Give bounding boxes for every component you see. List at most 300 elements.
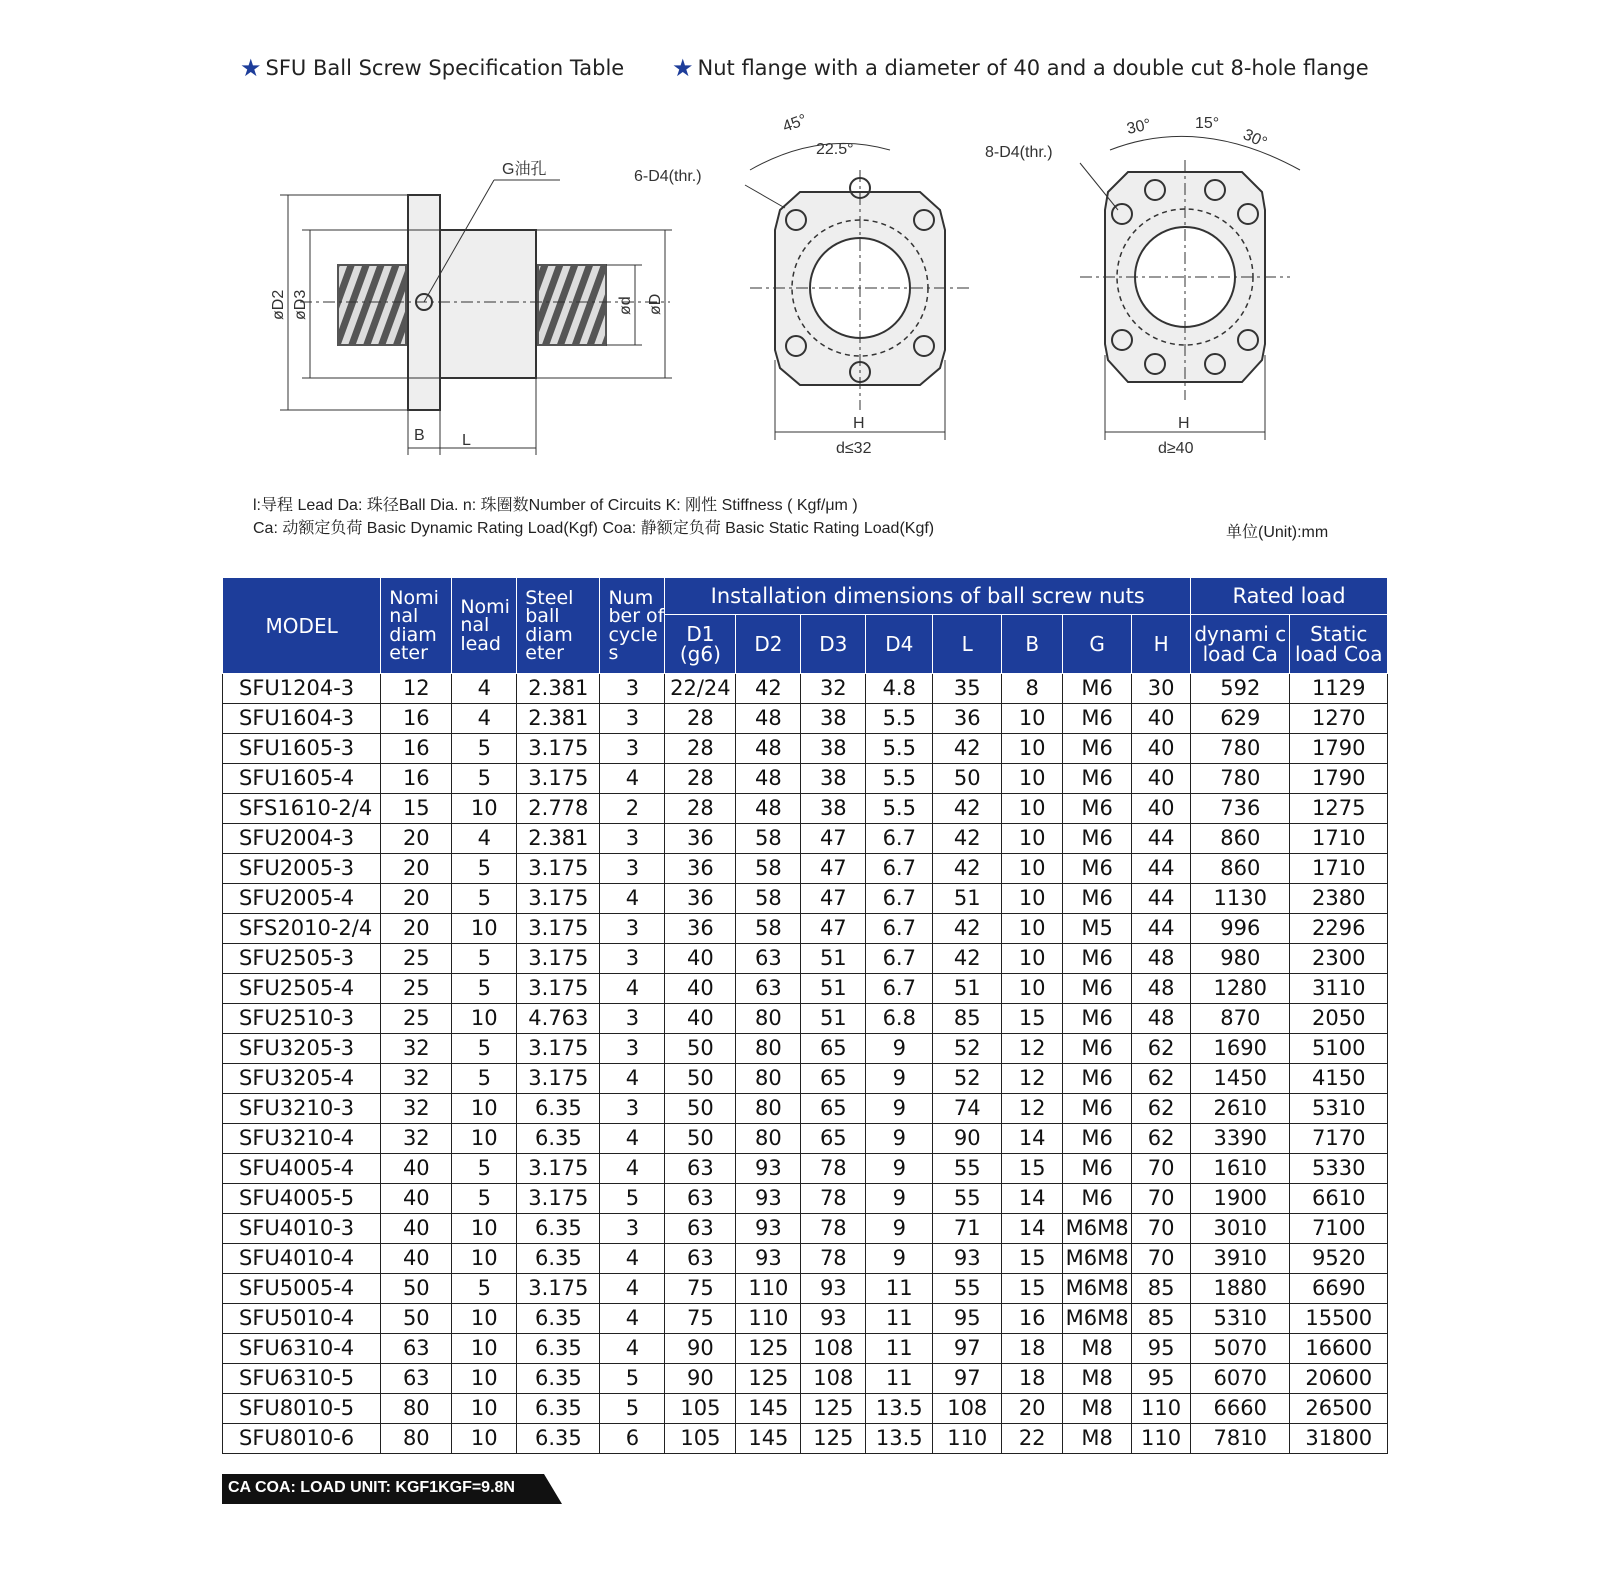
table-cell: 97 xyxy=(933,1364,1002,1394)
table-cell: 125 xyxy=(801,1394,866,1424)
label-d3: øD3 xyxy=(292,289,309,320)
table-cell: 9 xyxy=(866,1184,933,1214)
table-cell: M6M8 xyxy=(1063,1244,1132,1274)
header-ball-diameter: Steel ball diam eter xyxy=(517,578,600,674)
header-nominal-diameter: Nomi nal diam eter xyxy=(381,578,452,674)
table-cell: 11 xyxy=(866,1304,933,1334)
table-cell: 9 xyxy=(866,1124,933,1154)
table-cell: M6 xyxy=(1063,1184,1132,1214)
table-cell: 28 xyxy=(665,734,736,764)
table-cell: 5 xyxy=(452,974,517,1004)
table-cell: 22/24 xyxy=(665,674,736,704)
table-cell: 5070 xyxy=(1191,1334,1290,1364)
table-cell: 108 xyxy=(933,1394,1002,1424)
table-cell: 860 xyxy=(1191,824,1290,854)
label-angle-30a: 30° xyxy=(1125,116,1153,138)
table-cell: 48 xyxy=(736,794,801,824)
spec-table xyxy=(222,577,1388,1454)
model-cell: SFU2005-3 xyxy=(223,854,381,884)
table-cell: 6070 xyxy=(1191,1364,1290,1394)
table-row xyxy=(223,704,1388,734)
table-cell: 44 xyxy=(1132,914,1191,944)
table-cell: 5 xyxy=(452,734,517,764)
table-cell: 5100 xyxy=(1290,1034,1388,1064)
table-cell: 5310 xyxy=(1191,1304,1290,1334)
table-cell: 125 xyxy=(736,1334,801,1364)
table-cell: 11 xyxy=(866,1274,933,1304)
table-cell: 5 xyxy=(452,944,517,974)
table-row xyxy=(223,1394,1388,1424)
table-cell: 47 xyxy=(801,824,866,854)
table-cell: 50 xyxy=(665,1094,736,1124)
table-cell: 40 xyxy=(381,1184,452,1214)
table-cell: 50 xyxy=(665,1064,736,1094)
table-cell: 63 xyxy=(381,1334,452,1364)
table-cell: 10 xyxy=(1002,884,1063,914)
table-cell: 12 xyxy=(1002,1034,1063,1064)
table-cell: 78 xyxy=(801,1244,866,1274)
table-cell: 10 xyxy=(1002,914,1063,944)
table-cell: 980 xyxy=(1191,944,1290,974)
table-cell: 40 xyxy=(665,944,736,974)
table-cell: 3.175 xyxy=(517,914,600,944)
table-cell: 4 xyxy=(600,1334,665,1364)
table-cell: 32 xyxy=(801,674,866,704)
table-cell: M6M8 xyxy=(1063,1274,1132,1304)
table-row xyxy=(223,1064,1388,1094)
table-cell: 11 xyxy=(866,1334,933,1364)
table-cell: 3 xyxy=(600,704,665,734)
side-view xyxy=(280,180,672,455)
table-cell: M6 xyxy=(1063,734,1132,764)
table-cell: 50 xyxy=(933,764,1002,794)
model-cell: SFU1604-3 xyxy=(223,704,381,734)
table-cell: 4 xyxy=(600,764,665,794)
table-cell: M6 xyxy=(1063,1154,1132,1184)
table-cell: 1270 xyxy=(1290,704,1388,734)
table-cell: 42 xyxy=(933,824,1002,854)
table-cell: 50 xyxy=(665,1124,736,1154)
table-cell: 10 xyxy=(452,794,517,824)
header-rated-load-group: Rated load xyxy=(1191,578,1388,615)
table-cell: 58 xyxy=(736,914,801,944)
table-cell: 5 xyxy=(600,1184,665,1214)
table-cell: 70 xyxy=(1132,1244,1191,1274)
table-cell: 10 xyxy=(1002,794,1063,824)
table-cell: 3.175 xyxy=(517,1274,600,1304)
label-l: L xyxy=(462,432,471,449)
table-cell: 2.381 xyxy=(517,704,600,734)
table-cell: 6.35 xyxy=(517,1244,600,1274)
table-cell: 65 xyxy=(801,1064,866,1094)
model-cell: SFU6310-5 xyxy=(223,1364,381,1394)
table-cell: 48 xyxy=(736,704,801,734)
model-cell: SFU8010-6 xyxy=(223,1424,381,1454)
header-d2: D2 xyxy=(736,615,801,674)
table-cell: 70 xyxy=(1132,1214,1191,1244)
table-cell: M6 xyxy=(1063,1124,1132,1154)
table-cell: 6.7 xyxy=(866,854,933,884)
table-cell: M8 xyxy=(1063,1394,1132,1424)
table-cell: 20 xyxy=(1002,1394,1063,1424)
table-cell: 10 xyxy=(1002,734,1063,764)
header-g: G xyxy=(1063,615,1132,674)
label-cond-1: d≤32 xyxy=(836,440,872,457)
table-cell: 28 xyxy=(665,764,736,794)
table-row xyxy=(223,974,1388,1004)
table-cell: 74 xyxy=(933,1094,1002,1124)
table-cell: 16 xyxy=(381,734,452,764)
table-cell: 15500 xyxy=(1290,1304,1388,1334)
table-cell: 6.7 xyxy=(866,974,933,1004)
table-cell: M8 xyxy=(1063,1334,1132,1364)
table-cell: 80 xyxy=(736,1064,801,1094)
model-cell: SFU1605-3 xyxy=(223,734,381,764)
table-cell: 870 xyxy=(1191,1004,1290,1034)
table-cell: 28 xyxy=(665,704,736,734)
table-cell: 3.175 xyxy=(517,734,600,764)
header-d1: D1 (g6) xyxy=(665,615,736,674)
table-cell: 10 xyxy=(452,1334,517,1364)
table-cell: 48 xyxy=(1132,944,1191,974)
table-cell: 93 xyxy=(933,1244,1002,1274)
label-d-small: ød xyxy=(617,296,634,315)
table-cell: 20 xyxy=(381,824,452,854)
table-cell: 16 xyxy=(1002,1304,1063,1334)
table-row xyxy=(223,1184,1388,1214)
table-cell: 93 xyxy=(736,1214,801,1244)
table-cell: 15 xyxy=(1002,1004,1063,1034)
model-cell: SFS1610-2/4 xyxy=(223,794,381,824)
table-cell: 145 xyxy=(736,1424,801,1454)
model-cell: SFU1605-4 xyxy=(223,764,381,794)
table-cell: 36 xyxy=(665,884,736,914)
table-cell: 108 xyxy=(801,1334,866,1364)
table-cell: M6 xyxy=(1063,884,1132,914)
table-cell: 93 xyxy=(736,1154,801,1184)
model-cell: SFU4010-4 xyxy=(223,1244,381,1274)
table-cell: 4 xyxy=(600,1124,665,1154)
table-cell: 93 xyxy=(736,1184,801,1214)
table-cell: 40 xyxy=(381,1214,452,1244)
model-cell: SFU3205-4 xyxy=(223,1064,381,1094)
table-cell: 2300 xyxy=(1290,944,1388,974)
star-icon: ★ xyxy=(240,54,262,82)
table-cell: 15 xyxy=(1002,1154,1063,1184)
table-cell: 125 xyxy=(736,1364,801,1394)
table-cell: 10 xyxy=(452,1004,517,1034)
table-cell: 62 xyxy=(1132,1034,1191,1064)
table-cell: 2.381 xyxy=(517,824,600,854)
table-row xyxy=(223,734,1388,764)
table-cell: 10 xyxy=(1002,854,1063,884)
table-cell: 47 xyxy=(801,884,866,914)
table-cell: 4150 xyxy=(1290,1064,1388,1094)
table-cell: 2610 xyxy=(1191,1094,1290,1124)
table-cell: 10 xyxy=(452,1424,517,1454)
table-cell: 42 xyxy=(933,944,1002,974)
table-row xyxy=(223,1154,1388,1184)
table-cell: 48 xyxy=(1132,1004,1191,1034)
table-cell: 996 xyxy=(1191,914,1290,944)
table-cell: 592 xyxy=(1191,674,1290,704)
table-cell: 6.35 xyxy=(517,1304,600,1334)
table-cell: 1900 xyxy=(1191,1184,1290,1214)
model-cell: SFU2004-3 xyxy=(223,824,381,854)
table-cell: 32 xyxy=(381,1064,452,1094)
table-cell: 70 xyxy=(1132,1154,1191,1184)
table-cell: 1710 xyxy=(1290,854,1388,884)
table-cell: 3110 xyxy=(1290,974,1388,1004)
table-cell: 70 xyxy=(1132,1184,1191,1214)
table-cell: 10 xyxy=(452,914,517,944)
table-cell: 4 xyxy=(600,974,665,1004)
table-cell: 9 xyxy=(866,1064,933,1094)
table-cell: 110 xyxy=(736,1274,801,1304)
table-cell: 85 xyxy=(1132,1304,1191,1334)
table-cell: 55 xyxy=(933,1154,1002,1184)
table-cell: 48 xyxy=(736,764,801,794)
table-cell: 78 xyxy=(801,1214,866,1244)
table-row xyxy=(223,824,1388,854)
model-cell: SFU2505-3 xyxy=(223,944,381,974)
table-cell: 25 xyxy=(381,1004,452,1034)
table-cell: 6.35 xyxy=(517,1214,600,1244)
table-cell: 10 xyxy=(452,1364,517,1394)
table-cell: 20 xyxy=(381,854,452,884)
table-row xyxy=(223,764,1388,794)
model-cell: SFU2510-3 xyxy=(223,1004,381,1034)
table-cell: 10 xyxy=(452,1094,517,1124)
table-cell: 65 xyxy=(801,1124,866,1154)
table-cell: 47 xyxy=(801,914,866,944)
table-cell: 75 xyxy=(665,1274,736,1304)
table-cell: 55 xyxy=(933,1184,1002,1214)
table-cell: 51 xyxy=(801,974,866,1004)
table-cell: M8 xyxy=(1063,1364,1132,1394)
table-row xyxy=(223,1334,1388,1364)
table-cell: 1880 xyxy=(1191,1274,1290,1304)
table-row xyxy=(223,1364,1388,1394)
table-cell: 3.175 xyxy=(517,1034,600,1064)
table-cell: 80 xyxy=(736,1124,801,1154)
table-cell: 6.7 xyxy=(866,914,933,944)
table-cell: 25 xyxy=(381,974,452,1004)
table-cell: 110 xyxy=(736,1304,801,1334)
table-cell: 3 xyxy=(600,824,665,854)
table-cell: 35 xyxy=(933,674,1002,704)
table-cell: 71 xyxy=(933,1214,1002,1244)
model-cell: SFU2005-4 xyxy=(223,884,381,914)
table-cell: 63 xyxy=(736,974,801,1004)
label-angle-45: 45° xyxy=(780,111,810,136)
table-cell: 3.175 xyxy=(517,1154,600,1184)
legend-line-2: Ca: 动额定负荷 Basic Dynamic Rating Load(Kgf) Coa: 静额定负荷 Basic Static Rating Load(Kgf) xyxy=(253,520,935,537)
header-dynamic-load: dynami c load Ca xyxy=(1191,615,1290,674)
table-cell: 30 xyxy=(1132,674,1191,704)
table-cell: 2380 xyxy=(1290,884,1388,914)
table-row xyxy=(223,1124,1388,1154)
table-cell: 40 xyxy=(381,1154,452,1184)
table-cell: 4 xyxy=(600,884,665,914)
table-cell: 12 xyxy=(381,674,452,704)
table-cell: M5 xyxy=(1063,914,1132,944)
table-cell: 85 xyxy=(933,1004,1002,1034)
table-cell: 6.35 xyxy=(517,1124,600,1154)
table-cell: 40 xyxy=(1132,794,1191,824)
table-cell: M6 xyxy=(1063,1034,1132,1064)
model-cell: SFU3210-4 xyxy=(223,1124,381,1154)
table-cell: 63 xyxy=(665,1184,736,1214)
table-cell: 6.7 xyxy=(866,944,933,974)
label-angle-30b: 30° xyxy=(1240,126,1270,152)
table-cell: 3.175 xyxy=(517,854,600,884)
table-cell: 18 xyxy=(1002,1364,1063,1394)
model-cell: SFU8010-5 xyxy=(223,1394,381,1424)
table-row xyxy=(223,914,1388,944)
table-cell: 90 xyxy=(933,1124,1002,1154)
table-row xyxy=(223,1214,1388,1244)
table-cell: 36 xyxy=(665,914,736,944)
table-cell: M6 xyxy=(1063,944,1132,974)
table-cell: 12 xyxy=(1002,1094,1063,1124)
label-cond-2: d≥40 xyxy=(1158,440,1194,457)
table-cell: 95 xyxy=(1132,1364,1191,1394)
table-cell: 9 xyxy=(866,1154,933,1184)
table-cell: 110 xyxy=(1132,1424,1191,1454)
table-cell: 3.175 xyxy=(517,1064,600,1094)
model-cell: SFU4010-3 xyxy=(223,1214,381,1244)
legend-line-1: l:导程 Lead Da: 珠径Ball Dia. n: 珠圈数Number of Circuits K: 刚性 Stiffness ( Kgf/μm ) xyxy=(253,497,858,514)
table-cell: 6660 xyxy=(1191,1394,1290,1424)
headline-nut-flange xyxy=(672,56,1369,80)
table-cell: 20 xyxy=(381,884,452,914)
table-cell: 5 xyxy=(452,764,517,794)
table-cell: M6 xyxy=(1063,1094,1132,1124)
table-cell: 42 xyxy=(933,854,1002,884)
table-cell: 1450 xyxy=(1191,1064,1290,1094)
headline-nut-flange-text: Nut flange with a diameter of 40 and a double cut 8-hole flange xyxy=(697,56,1369,80)
table-cell: 62 xyxy=(1132,1094,1191,1124)
table-cell: 3.175 xyxy=(517,974,600,1004)
table-cell: 4 xyxy=(600,1274,665,1304)
table-cell: 8 xyxy=(1002,674,1063,704)
table-cell: 38 xyxy=(801,794,866,824)
table-cell: 5 xyxy=(452,854,517,884)
header-nominal-lead: Nomi nal lead xyxy=(452,578,517,674)
table-cell: 58 xyxy=(736,824,801,854)
table-cell: 629 xyxy=(1191,704,1290,734)
table-cell: 42 xyxy=(736,674,801,704)
table-cell: 1280 xyxy=(1191,974,1290,1004)
header-b: B xyxy=(1002,615,1063,674)
table-cell: M6 xyxy=(1063,1004,1132,1034)
table-cell: 65 xyxy=(801,1034,866,1064)
model-cell: SFU2505-4 xyxy=(223,974,381,1004)
table-cell: 93 xyxy=(736,1244,801,1274)
label-d-big: øD xyxy=(647,293,664,315)
table-cell: 3910 xyxy=(1191,1244,1290,1274)
table-cell: 9 xyxy=(866,1034,933,1064)
table-cell: 52 xyxy=(933,1034,1002,1064)
table-cell: 4 xyxy=(600,1304,665,1334)
table-cell: 5.5 xyxy=(866,704,933,734)
table-cell: 95 xyxy=(933,1304,1002,1334)
table-cell: 10 xyxy=(452,1214,517,1244)
table-cell: 105 xyxy=(665,1394,736,1424)
table-cell: 50 xyxy=(665,1034,736,1064)
table-cell: 51 xyxy=(801,944,866,974)
table-cell: 9 xyxy=(866,1094,933,1124)
table-cell: 51 xyxy=(801,1004,866,1034)
table-cell: 78 xyxy=(801,1154,866,1184)
table-cell: 10 xyxy=(1002,764,1063,794)
table-cell: 6.7 xyxy=(866,884,933,914)
label-angle-22: 22.5° xyxy=(816,141,854,158)
table-cell: 6.35 xyxy=(517,1394,600,1424)
table-cell: 2.778 xyxy=(517,794,600,824)
table-cell: M6 xyxy=(1063,764,1132,794)
label-b: B xyxy=(414,427,425,444)
table-cell: 10 xyxy=(1002,944,1063,974)
table-cell: 32 xyxy=(381,1094,452,1124)
table-cell: 4 xyxy=(600,1244,665,1274)
table-cell: 58 xyxy=(736,854,801,884)
header-d4: D4 xyxy=(866,615,933,674)
table-row xyxy=(223,674,1388,704)
table-cell: 4.8 xyxy=(866,674,933,704)
table-cell: M6 xyxy=(1063,1064,1132,1094)
table-cell: 736 xyxy=(1191,794,1290,824)
headline-spec-table xyxy=(240,56,624,80)
table-cell: 14 xyxy=(1002,1214,1063,1244)
model-cell: SFU1204-3 xyxy=(223,674,381,704)
table-cell: 4 xyxy=(600,1154,665,1184)
table-cell: 9 xyxy=(866,1244,933,1274)
table-cell: 1710 xyxy=(1290,824,1388,854)
table-cell: 38 xyxy=(801,734,866,764)
table-cell: 4.763 xyxy=(517,1004,600,1034)
table-cell: 95 xyxy=(1132,1334,1191,1364)
table-row xyxy=(223,1424,1388,1454)
model-cell: SFU3205-3 xyxy=(223,1034,381,1064)
label-holes-8: 8-D4(thr.) xyxy=(985,144,1053,161)
table-cell: 11 xyxy=(866,1364,933,1394)
table-cell: 780 xyxy=(1191,734,1290,764)
table-cell: 5330 xyxy=(1290,1154,1388,1184)
header-installation-group: Installation dimensions of ball screw nuts xyxy=(665,578,1191,615)
table-cell: 12 xyxy=(1002,1064,1063,1094)
table-cell: 80 xyxy=(381,1394,452,1424)
header-h: H xyxy=(1132,615,1191,674)
headline-spec-table-text: SFU Ball Screw Specification Table xyxy=(265,56,625,80)
table-cell: M8 xyxy=(1063,1424,1132,1454)
model-cell: SFU5010-4 xyxy=(223,1304,381,1334)
header-cycles: Num ber of cycle s xyxy=(600,578,665,674)
table-cell: M6M8 xyxy=(1063,1214,1132,1244)
table-row xyxy=(223,884,1388,914)
table-cell: 16 xyxy=(381,764,452,794)
table-cell: 5.5 xyxy=(866,734,933,764)
table-cell: 62 xyxy=(1132,1124,1191,1154)
table-cell: 9 xyxy=(866,1214,933,1244)
table-cell: 31800 xyxy=(1290,1424,1388,1454)
table-cell: 3 xyxy=(600,1004,665,1034)
table-cell: 7810 xyxy=(1191,1424,1290,1454)
table-cell: 38 xyxy=(801,704,866,734)
table-cell: 50 xyxy=(381,1304,452,1334)
table-cell: 44 xyxy=(1132,884,1191,914)
